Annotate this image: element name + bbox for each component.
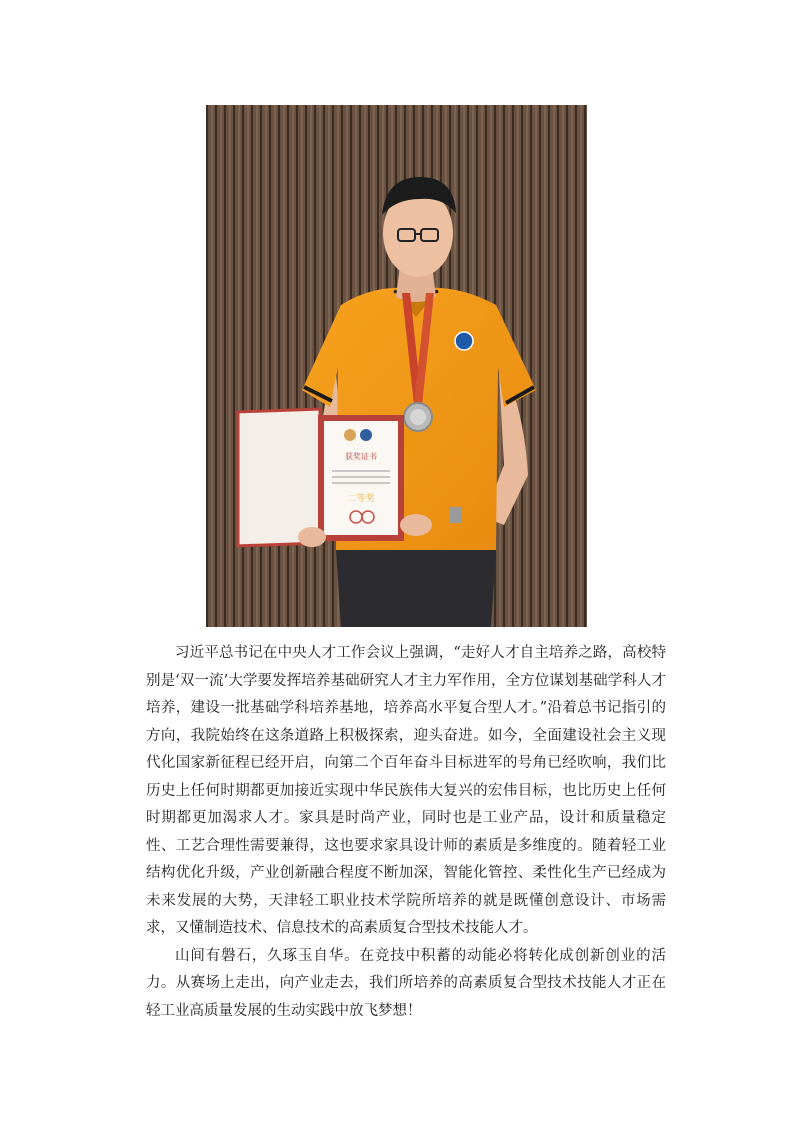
certificate-heading: 获奖证书 [345, 452, 377, 461]
award-photo-illustration [206, 105, 587, 627]
paragraph: 习近平总书记在中央人才工作会议上强调，“走好人才自主培养之路，高校特别是‘双一流’大学要发挥培养基础研究人才主力军作用，全方位谋划基础学科人才培养，建设一批基础学科培养基地，培养高水平复合型人才。”沿着总书记指引的方向，我院始终在这条道路上积极探索，迎头奋进。如今，全面建设社会主义现代化国家新征程已经开启，向第二个百年奋斗目标进军的号角已经吹响，我们比历史上任何时期都更加接近实现中华民族伟大复兴的宏伟目标，也比历史上任何时期都更加渴求人才。家具是时尚产业，同时也是工业产品，设计和质量稳定性、工艺合理性需要兼得，这也要求家具设计师的素质是多维度的。随着轻工业结构优化升级，产业创新融合程度不断加深，智能化管控、柔性化生产已经成为未来发展的大势，天津轻工职业技术学院所培养的就是既懂创意设计、市场需求，又懂制造技术、信息技术的高素质复合型技术技能人才。 [146, 645, 666, 936]
certificate-prize: 二等奖 [347, 494, 375, 504]
award-photo [206, 105, 587, 627]
paragraph: 山间有磐石，久琢玉自华。在竞技中积蓄的动能必将转化成创新创业的活力。从赛场上走出，向产业走去，我们所培养的高素质复合型技术技能人才正在轻工业高质量发展的生动实践中放飞梦想！ [146, 947, 666, 1019]
article-body [146, 640, 666, 1025]
